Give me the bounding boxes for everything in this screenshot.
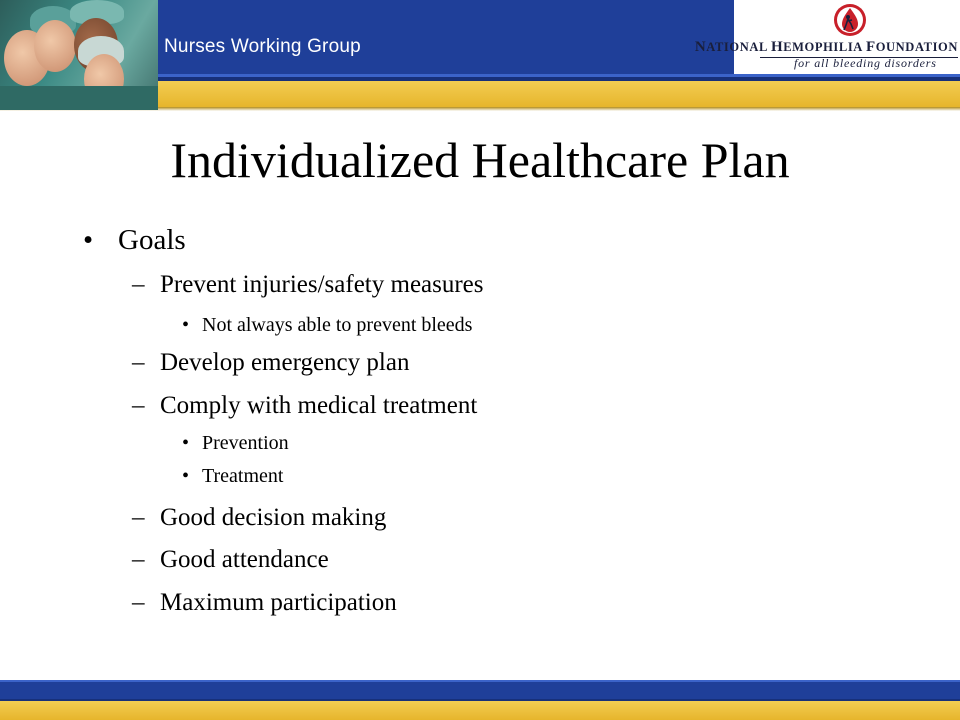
bullet-marker: • (182, 432, 190, 454)
bullet-marker: • (182, 314, 190, 336)
bullet-text: Goals (118, 224, 186, 256)
bullet-marker: – (132, 392, 145, 419)
bullet-marker: • (83, 224, 94, 256)
bullet-marker: – (132, 589, 145, 616)
bullet-marker: – (132, 349, 145, 376)
bullet-marker: – (132, 546, 145, 573)
slide-title: Individualized Healthcare Plan (170, 132, 790, 188)
slide-header (0, 0, 960, 118)
bullet-text: Treatment (202, 465, 284, 487)
nhf-logo-icon (832, 2, 868, 38)
footer-gold-band (0, 701, 960, 720)
bullet-marker: – (132, 271, 145, 298)
group-name: Nurses Working Group (164, 36, 361, 57)
bullet-text: Not always able to prevent bleeds (202, 314, 473, 336)
footer-blue-band (0, 680, 960, 699)
bullet-text: Prevent injuries/safety measures (160, 271, 484, 298)
bullet-text: Maximum participation (160, 589, 397, 616)
org-tagline: for all bleeding disorders (794, 56, 937, 70)
org-name: NATIONAL HEMOPHILIA FOUNDATION (694, 39, 958, 55)
bullet-text: Good attendance (160, 546, 329, 573)
nurses-photo (0, 0, 158, 110)
bullet-text: Comply with medical treatment (160, 392, 478, 419)
bullet-marker: – (132, 504, 145, 531)
bullet-text: Develop emergency plan (160, 349, 410, 376)
bullet-marker: • (182, 465, 190, 487)
bullet-text: Prevention (202, 432, 289, 454)
bullet-text: Good decision making (160, 504, 387, 531)
